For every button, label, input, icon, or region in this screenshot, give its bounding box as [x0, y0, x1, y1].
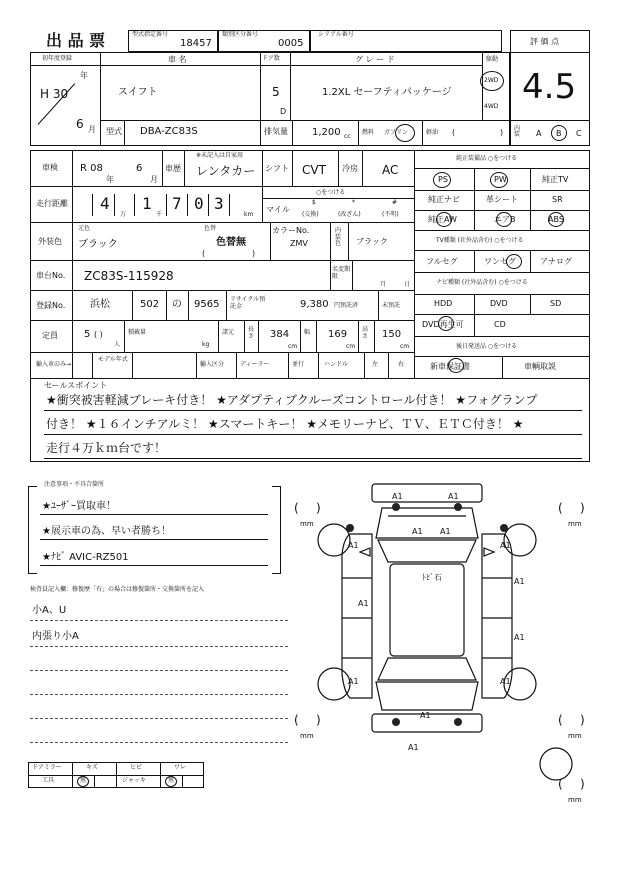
name-change-label: 名変期限	[332, 266, 351, 281]
name-change-month: 月	[380, 281, 387, 288]
nav-dvd: DVD	[490, 299, 508, 308]
equip-airbag-circle	[496, 212, 512, 227]
fuel-diesel: 軽油	[426, 129, 439, 136]
rear-window-shape	[378, 658, 476, 680]
mile-label: マイル	[266, 205, 290, 214]
tampered-label: (改ざん)	[338, 211, 361, 218]
tv-oneseg-circle	[506, 254, 522, 269]
color-no-value: ZMV	[290, 239, 308, 248]
legend-door-mirror: ドアミラー	[32, 764, 62, 771]
interior-c: C	[576, 129, 582, 138]
history-value: レンタカー	[196, 164, 256, 178]
tire-mm-spare: mm	[568, 796, 582, 804]
displacement-value: 1,200	[312, 127, 341, 138]
recycle-none: 未預託	[382, 302, 401, 309]
int-color-value: ブラック	[356, 237, 388, 246]
capacity-paren: ( )	[94, 330, 103, 339]
plate-region: 浜松	[90, 299, 110, 310]
equip-genuine-aw: 純正AW	[428, 215, 457, 224]
damage-mark-trunk: A1	[420, 711, 431, 720]
import-label: 輸入車のみ→	[36, 361, 72, 368]
serial-label: シリアル番号	[318, 31, 354, 38]
width-value: 169	[328, 329, 348, 340]
load-label: 積載量	[128, 329, 147, 336]
legend-scratch: キズ	[86, 764, 98, 771]
damage-mark-front-bumper-left: A1	[392, 492, 403, 501]
load-kg-unit: kg	[202, 341, 210, 348]
damage-mark-rear-bumper: A1	[408, 743, 419, 752]
fuel-label: 燃料	[362, 129, 375, 136]
chassis-label: 車台No.	[36, 271, 66, 280]
legend-tools: 工具	[42, 777, 55, 784]
displacement-unit: cc	[344, 133, 351, 140]
height-label: 高さ	[362, 326, 369, 341]
length-unit: cm	[288, 343, 298, 350]
legend-crack: ヒビ	[130, 764, 143, 771]
ac-value: AC	[382, 163, 399, 177]
recycle-label: リサイクル預託金	[230, 296, 266, 311]
nav-sd: SD	[550, 299, 562, 308]
tv-fullseg: フルセグ	[426, 257, 458, 266]
tire-bracket-rl-open: (	[294, 713, 299, 727]
tv-title: TV種類 (社外品含む) ○をつける	[436, 237, 524, 244]
recycle-value: 9,380	[300, 299, 329, 310]
damage-mark-left-fender: A1	[348, 541, 359, 550]
doors-label: ドア数	[262, 55, 280, 62]
notes-line-3: ★ﾅﾋﾞ AVIC-RZ501	[42, 552, 129, 563]
plate-class: 502	[140, 299, 160, 310]
damage-mark-front-bumper-right: A1	[448, 492, 459, 501]
parallel-label: 並行	[292, 361, 305, 368]
interior-b: B	[556, 129, 562, 138]
mileage-digit-4: 0	[194, 194, 204, 213]
mileage-digit-2: 1	[142, 194, 152, 213]
doors-suffix: D	[280, 107, 287, 116]
capacity-label: 定員	[42, 331, 58, 340]
height-unit: cm	[400, 343, 410, 350]
sales-line-2: 付き！ ★１６インチアルミ！ ★スマートキー！ ★メモリーナビ、ＴＶ、ＥＴＣ付き！ ★	[46, 417, 524, 431]
handle-left: 左	[372, 361, 379, 368]
trunk-shape	[376, 682, 478, 710]
tire-bracket-spare-open: (	[558, 777, 563, 791]
tire-bracket-rr-open: (	[558, 713, 563, 727]
color-sub-value: 色替無	[216, 237, 246, 248]
nav-title: ナビ種類 (社外品含む) ○をつける	[436, 279, 528, 286]
ac-label: 冷房	[342, 164, 358, 173]
capacity-unit: 人	[114, 341, 121, 348]
sales-line-3: 走行４万ｋｍ台です！	[46, 441, 167, 455]
legend-jack: ジャッキ	[122, 777, 146, 784]
int-color-label: 内装色	[335, 227, 342, 248]
legend-jack-value: 無	[168, 777, 175, 784]
tire-mm-rr: mm	[568, 732, 582, 740]
plate-number: 9565	[194, 299, 220, 310]
page-title: 出 品 票	[46, 31, 106, 50]
spare-wheel	[540, 748, 572, 780]
import-class-label: 輸入区分	[200, 361, 225, 368]
legend-tools-value: 無	[80, 777, 87, 784]
length-value: 384	[270, 329, 290, 340]
mileage-sen-unit: 千	[156, 211, 163, 218]
tire-bracket-rr-close: )	[580, 713, 585, 727]
length-label: 長さ	[248, 326, 255, 341]
mileage-label: 走行距離	[36, 199, 68, 208]
equip-genuine-nav: 純正ナビ	[428, 195, 460, 204]
equip-sr: SR	[552, 195, 563, 204]
plate-hira: の	[172, 299, 182, 310]
grade-label: グ レ ー ド	[355, 55, 395, 64]
damage-mark-stone-chip: ﾄﾋﾞ石	[422, 573, 442, 582]
sales-label: セールスポイント	[44, 381, 108, 390]
damage-mark-right-quarter: A1	[500, 677, 511, 686]
windshield-shape	[378, 540, 476, 562]
damage-mark-right-fender: A1	[500, 541, 511, 550]
handle-label: ハンドル	[324, 361, 349, 368]
tire-bracket-spare-close: )	[580, 777, 585, 791]
damage-mark-left-front-door: A1	[358, 599, 369, 608]
nav-cd: CD	[494, 320, 506, 329]
equip-abs-circle	[548, 212, 564, 227]
damage-dot-2	[454, 503, 462, 511]
color-close: )	[252, 249, 256, 258]
front-bumper-shape	[372, 484, 482, 502]
plate-label: 登録No.	[36, 301, 66, 310]
height-value: 150	[382, 329, 402, 340]
color-open: (	[202, 249, 206, 258]
damage-mark-right-rear-door: A1	[514, 633, 525, 642]
wheel-rear-left	[318, 668, 350, 700]
notes-label: 注意事項・不具合箇所	[44, 481, 105, 488]
notes-line-2: ★展示車の為、早い者勝ち！	[42, 526, 171, 537]
interior-a: A	[536, 129, 542, 138]
first-reg-year: H 30	[40, 87, 69, 101]
width-label: 幅	[304, 329, 311, 336]
displacement-label: 排気量	[264, 127, 288, 136]
car-diagram	[290, 478, 596, 818]
capacity-value: 5	[84, 329, 91, 340]
doors-value: 5	[272, 85, 280, 99]
mileage-man-unit: 万	[120, 211, 127, 218]
equip-pw: PW	[494, 175, 507, 184]
mileage-circle-note: ○をつける	[316, 189, 346, 196]
recycle-status: 円預託済	[334, 302, 359, 309]
history-note: ※未記入は自家用	[196, 152, 244, 159]
category-label: 類別区分番号	[222, 31, 259, 38]
dims-label: 諸元	[222, 329, 235, 336]
chassis-value: ZC83S-115928	[84, 269, 174, 283]
history-label: 車歴	[165, 164, 181, 173]
equip-aw-circle	[436, 212, 452, 227]
fuel-gas-circle	[395, 124, 415, 142]
fuel-close: )	[500, 128, 504, 137]
unknown-label: (不明)	[382, 211, 399, 218]
first-reg-month-unit: 月	[88, 125, 96, 134]
model-value: DBA-ZC83S	[140, 126, 198, 137]
ext-color-label: 外装色	[38, 237, 62, 246]
mileage-digit-3: 7	[172, 194, 182, 213]
damage-mark-left-quarter: A1	[348, 677, 359, 686]
category-value: 0005	[278, 38, 304, 49]
equip-genuine-tv: 純正TV	[542, 175, 569, 184]
damage-dot-5	[392, 718, 400, 726]
mileage-digit-5: 3	[214, 194, 224, 213]
damage-mark-hood-left: A1	[412, 527, 423, 536]
damage-mark-hood-right: A1	[440, 527, 451, 536]
tv-oneseg: ワンセグ	[484, 257, 516, 266]
color-no-label: カラーNo.	[272, 226, 310, 235]
equip-abs: ABS	[548, 215, 564, 224]
inspector-line-1: 小A、U	[32, 605, 67, 616]
score-value: 4.5	[522, 67, 577, 107]
handle-right: 右	[398, 361, 405, 368]
drive-label: 駆動	[486, 56, 499, 63]
sales-line-1: ★衝突被害軽減ブレーキ付き！ ★アダプティブクルーズコントロール付き！ ★フォグランプ	[46, 393, 538, 407]
shift-label: シフト	[265, 164, 289, 173]
genuine-title: 純正装備品 ○をつける	[456, 155, 518, 162]
damage-dot-3	[346, 524, 354, 532]
tire-mm-rl: mm	[300, 732, 314, 740]
damage-dot-6	[454, 718, 462, 726]
tire-mm-fr: mm	[568, 520, 582, 528]
shift-value: CVT	[302, 163, 326, 177]
damage-dot-4	[500, 524, 508, 532]
first-reg-year-unit: 年	[80, 71, 88, 80]
width-unit: cm	[346, 343, 356, 350]
inspector-line-2: 内張り小A	[32, 631, 79, 642]
first-reg-month: 6	[76, 117, 84, 131]
tampered-symbol: *	[352, 199, 355, 206]
grade-value: 1.2XL セーフティパッケージ	[322, 87, 452, 98]
mileage-km-unit: km	[244, 211, 254, 218]
fuel-gas: ガソリン	[384, 129, 409, 136]
inspection-month-unit: 月	[150, 175, 158, 184]
hood-shape	[376, 508, 478, 538]
inspector-label: 検査員記入欄：修復歴「有」の場合は修復箇所・交換箇所を記入	[30, 586, 205, 593]
fuel-open: (	[452, 128, 456, 137]
later-title: 後日発送品 ○をつける	[456, 343, 518, 350]
mileage-digit-1: 4	[100, 194, 110, 213]
inspection-era: R 08	[80, 163, 103, 174]
ext-color-value: ブラック	[78, 239, 118, 250]
orig-color-label: 元色	[78, 225, 91, 232]
damage-dot-1	[392, 503, 400, 511]
nav-dvd-playable-circle	[438, 316, 454, 331]
interior-b-circle	[551, 125, 567, 141]
damage-mark-right-front-door: A1	[514, 577, 525, 586]
name-change-day: 日	[404, 281, 411, 288]
score-label: 評 価 点	[530, 37, 560, 46]
model-designation-label: 型式指定番号	[132, 31, 169, 38]
tire-bracket-fr-close: )	[580, 501, 585, 515]
drive-2wd: 2WD	[484, 77, 499, 84]
replaced-label: (交換)	[302, 211, 319, 218]
later-warranty: 新車保証書	[430, 362, 470, 371]
interior-label: 内装	[514, 125, 521, 138]
tire-bracket-fl-close: )	[316, 501, 321, 515]
tire-bracket-fl-open: (	[294, 501, 299, 515]
tire-bracket-rl-close: )	[316, 713, 321, 727]
inspection-month: 6	[136, 163, 143, 174]
later-manual: 車輌取説	[524, 362, 556, 371]
tv-analog: アナログ	[540, 257, 572, 266]
color-sub-label: 色替	[204, 225, 217, 232]
drive-2wd-circle	[480, 71, 504, 91]
equip-pw-circle	[490, 172, 508, 188]
inspection-label: 車検	[42, 163, 58, 172]
equip-ps: PS	[438, 175, 448, 184]
first-reg-label: 初年度登録	[42, 55, 73, 62]
later-warranty-circle	[448, 358, 464, 373]
inspection-year-unit: 年	[106, 175, 114, 184]
tire-mm-fl: mm	[300, 520, 314, 528]
car-name: スイフト	[118, 87, 158, 98]
equip-ps-circle	[433, 172, 451, 188]
nav-dvd-playable: DVD再生可	[422, 320, 464, 329]
unknown-symbol: #	[392, 199, 398, 206]
nav-hdd: HDD	[434, 299, 453, 308]
legend-break: ワレ	[174, 764, 187, 771]
model-year-label: モデル年式	[98, 356, 128, 363]
tire-bracket-fr-open: (	[558, 501, 563, 515]
replaced-symbol: $	[312, 199, 316, 206]
model-designation-value: 18457	[180, 38, 212, 49]
dealer-label: ディーラー	[240, 361, 270, 368]
equip-leather-seat: 革シート	[486, 195, 518, 204]
notes-line-1: ★ﾕｰｻﾞｰ買取車！	[42, 501, 116, 512]
model-label: 型式	[106, 127, 122, 136]
equip-airbag: エアB	[494, 215, 516, 224]
car-name-label: 車 名	[168, 55, 187, 64]
drive-4wd: 4WD	[484, 103, 499, 110]
